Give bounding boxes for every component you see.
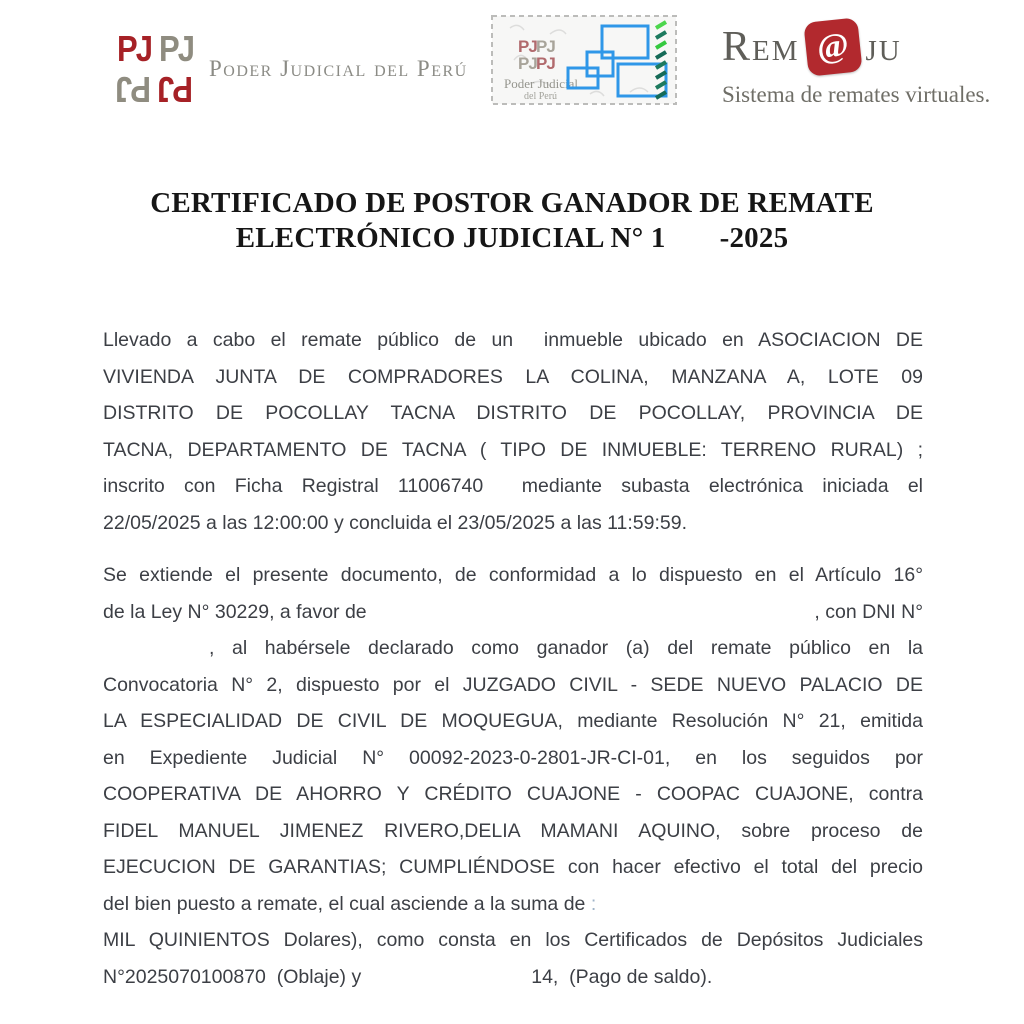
paragraph2-line12-left: N°2025070100870 (Oblaje) y (103, 965, 362, 988)
stamp-pj-monogram: PJ (518, 54, 537, 73)
title-line-1: CERTIFICADO DE POSTOR GANADOR DE REMATE (150, 187, 874, 219)
paragraph1-line: VIVIENDA JUNTA DE COMPRADORES LA COLINA, MANZANA A, LOTE 09 (103, 365, 923, 388)
stamp-pj-monogram: PJ (518, 37, 537, 56)
remaju-text-right: ju (865, 24, 902, 70)
paragraph-spacer (103, 541, 923, 557)
paragraph2-line10-text: del bien puesto a remate, el cual asciende a la suma de (103, 892, 591, 915)
certificate-body (103, 322, 923, 995)
postage-stamp-icon (490, 14, 678, 106)
paragraph2-line: FIDEL MANUEL JIMENEZ RIVERO,DELIA MAMANI AQUINO, sobre proceso de (103, 819, 923, 842)
pj-monogram-tile: PJ (159, 27, 193, 69)
paragraph2-line12-right: 14, (Pago de saldo). (531, 965, 713, 988)
pj-monogram-tile: PJ (117, 27, 151, 69)
paragraph2-line: LA ESPECIALIDAD DE CIVIL DE MOQUEGUA, mediante Resolución N° 21, emitida (103, 710, 923, 732)
stamp-pj-monogram: PJ (536, 37, 555, 56)
poder-judicial-logo (113, 28, 468, 110)
stamp-pj-monogram: PJ (536, 54, 555, 73)
stamp-wordmark-line2: del Perú (524, 91, 558, 102)
paragraph1-line: inscrito con Ficha Registral 11006740 mediante subasta electrónica iniciada el (103, 475, 923, 497)
pj-wordmark: Poder Judicial del Perú (209, 56, 468, 81)
paragraph1-line: TACNA, DEPARTAMENTO DE TACNA ( TIPO DE INMUEBLE: TERRENO RURAL) ; (103, 438, 923, 461)
at-sign-glyph: @ (814, 26, 851, 67)
remaju-text-left: Rem (722, 24, 800, 70)
paragraph2-line: Se extiende el presente documento, de conformidad a lo dispuesto en el Artículo 16° (103, 564, 923, 586)
redacted-winner-name (367, 594, 815, 631)
title-line-2-right: -2025 (719, 222, 789, 254)
paragraph1-line: Llevado a cabo el remate público de un inmueble ubicado en ASOCIACION DE (103, 329, 923, 351)
redacted-certificate-number (361, 982, 531, 983)
stamp-wordmark-line1: Poder Judicial (504, 76, 579, 91)
paragraph2-line: COOPERATIVA DE AHORRO Y CRÉDITO CUAJONE - COOPAC CUAJONE, contra (103, 783, 923, 805)
remaju-wordmark (722, 20, 990, 74)
paragraph2-line: Convocatoria N° 2, dispuesto por el JUZGADO CIVIL - SEDE NUEVO PALACIO DE (103, 673, 923, 696)
redacted-case-number (666, 246, 720, 247)
pj-monogram-tile: PJ (159, 69, 193, 111)
remaju-subtitle: Sistema de remates virtuales. (722, 82, 991, 107)
paragraph1-line: 22/05/2025 a las 12:00:00 y concluida el 23/05/2025 a las 11:59:59. (103, 511, 688, 534)
paragraph2-line2-left: de la Ley N° 30229, a favor de (103, 600, 367, 623)
paragraph2-line2-right: , con DNI N° (814, 600, 923, 623)
document-title (0, 186, 1024, 256)
paragraph2-line: MIL QUINIENTOS Dolares), como consta en los Certificados de Depósitos Judiciales (103, 929, 923, 951)
title-line-2-left: ELECTRÓNICO JUDICIAL N° 1 (235, 222, 666, 254)
remaju-logo (722, 20, 990, 108)
paragraph2-line: , al habérsele declarado como ganador (a) del remate público en la (209, 637, 923, 659)
paragraph2-line: EJECUCION DE GARANTIAS; CUMPLIÉNDOSE con hacer efectivo el total del precio (103, 856, 923, 878)
paragraph1-line: DISTRITO DE POCOLLAY TACNA DISTRITO DE POCOLLAY, PROVINCIA DE (103, 402, 923, 424)
paragraph2-line: en Expediente Judicial N° 00092-2023-0-2801-JR-CI-01, en los seguidos por (103, 746, 923, 769)
title-line-2 (0, 221, 1024, 256)
at-sign-icon (803, 17, 862, 76)
pj-monogram-icon (113, 28, 197, 110)
pj-monogram-tile: PJ (117, 69, 151, 111)
paragraph2-line (103, 594, 923, 631)
paragraph2-line (103, 959, 923, 996)
paragraph2-line (103, 886, 923, 923)
redaction-artifact: : (590, 892, 597, 915)
